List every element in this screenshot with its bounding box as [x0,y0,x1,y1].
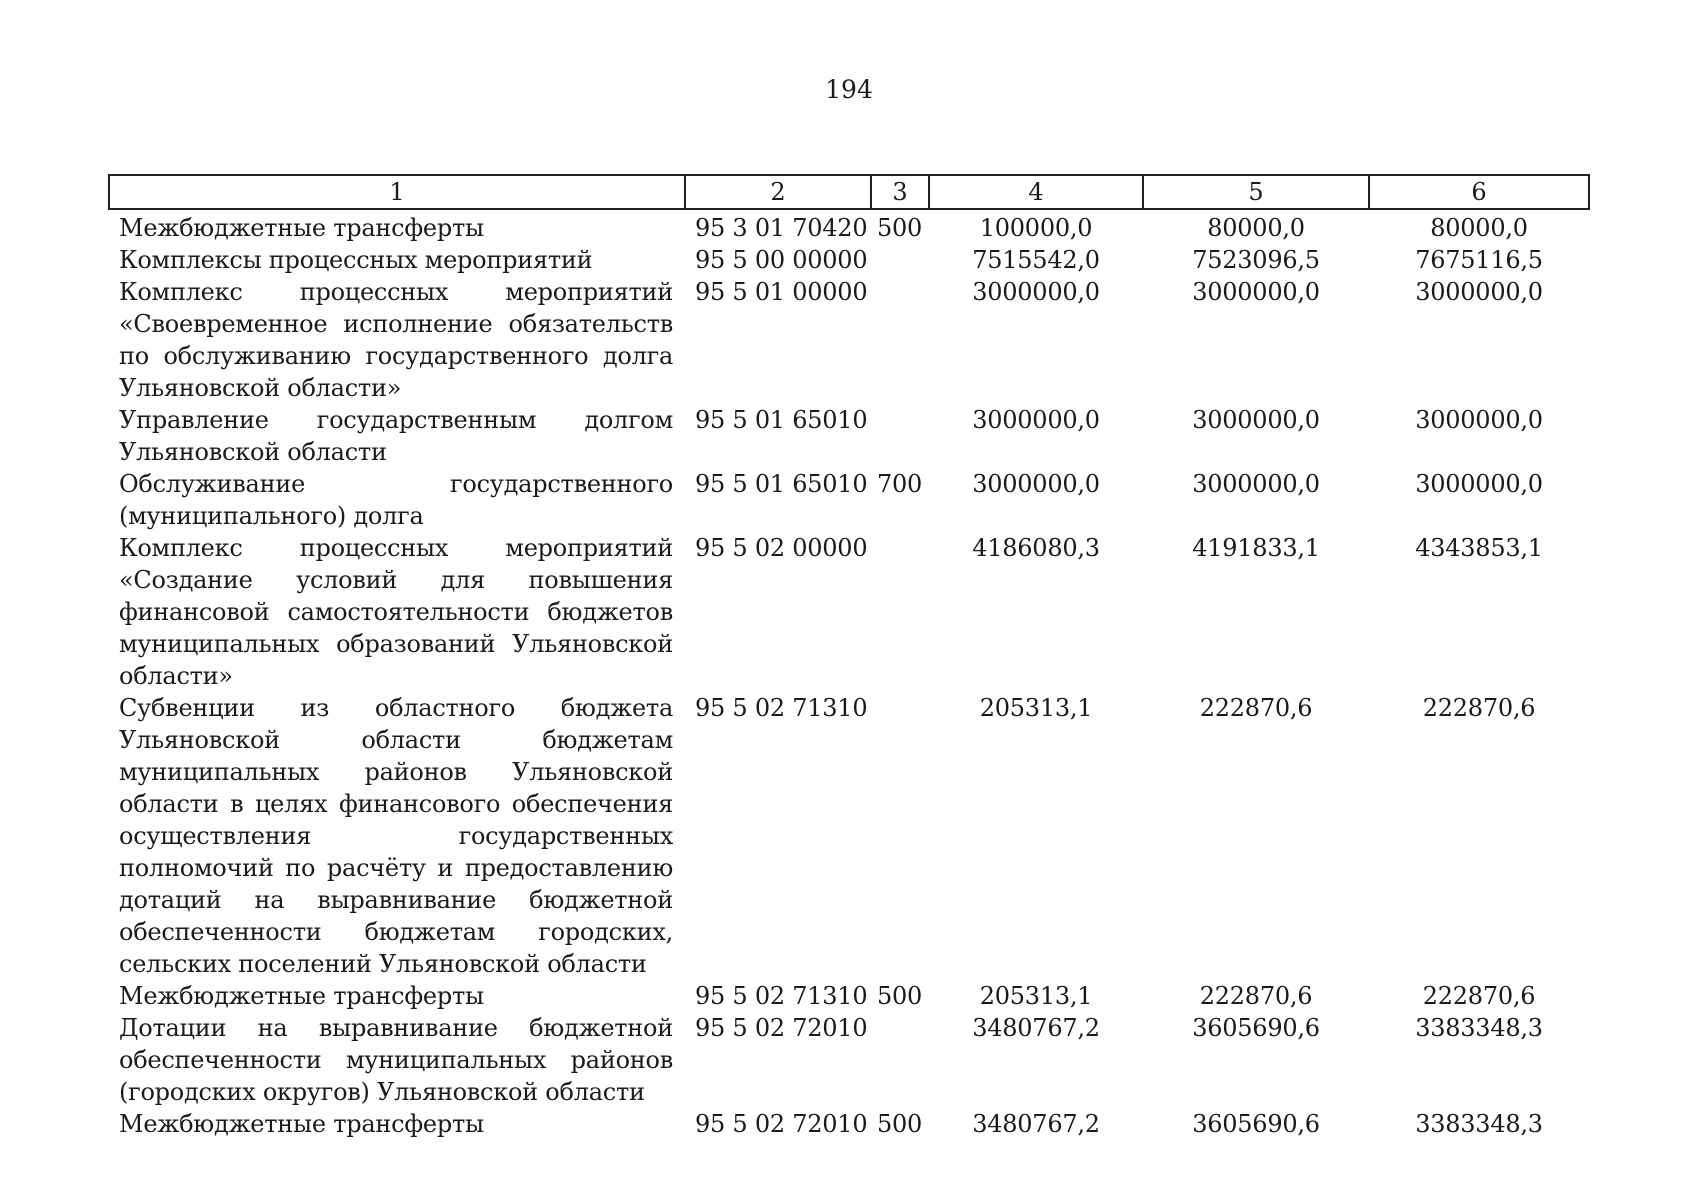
row-value-1: 3000000,0 [972,278,1100,306]
row-expense-type: 500 [877,982,923,1010]
row-code: 95 5 01 65010 [695,406,868,434]
row-value-3: 222870,6 [1422,694,1536,722]
row-value-2: 222870,6 [1199,982,1313,1010]
table-row [109,532,1589,692]
row-value-3: 4343853,1 [1415,534,1543,562]
row-value-1: 3480767,2 [972,1110,1100,1138]
row-value-3: 3383348,3 [1415,1014,1543,1042]
row-value-3: 3000000,0 [1415,278,1543,306]
row-name: Дотации на выравнивание бюджетной обеспеченности муниципальных районов (городских округов) Ульяновской области [119,1014,673,1106]
row-code: 95 3 01 70420 [695,214,868,242]
row-expense-type: 700 [877,470,923,498]
row-value-2: 3000000,0 [1192,470,1320,498]
row-value-3: 7675116,5 [1415,246,1543,274]
table-row [109,1108,1589,1140]
row-name: Субвенции из областного бюджета Ульяновской области бюджетам муниципальных районов Ульяновской области в целях финансового обеспечения осуществления государственных полномочий по расчёту и предоставлению дотаций на выравнивание бюджетной обеспеченности бюджетам городских, сельских поселений Ульяновской области [119,694,673,978]
row-expense-type: 500 [877,214,923,242]
row-name: Комплекс процессных мероприятий «Создание условий для повышения финансовой самостоятельности бюджетов муниципальных образований Ульяновской области» [119,534,673,690]
row-code: 95 5 00 00000 [695,246,868,274]
page-number: 194 [825,75,873,104]
row-value-3: 222870,6 [1422,982,1536,1010]
row-expense-type [871,276,929,404]
row-code: 95 5 01 00000 [695,278,868,306]
row-value-3: 3000000,0 [1415,406,1543,434]
row-code: 95 5 01 65010 [695,470,868,498]
row-expense-type [871,692,929,980]
row-value-2: 4191833,1 [1192,534,1320,562]
row-value-3: 3000000,0 [1415,470,1543,498]
row-name: Межбюджетные трансферты [119,1110,484,1138]
row-name: Комплексы процессных мероприятий [119,246,593,274]
budget-table [108,174,1590,1140]
row-expense-type: 500 [877,1110,923,1138]
row-code: 95 5 02 71310 [695,694,868,722]
table-row [109,404,1589,468]
column-header-2: 2 [685,175,871,209]
table-row [109,209,1589,244]
row-value-2: 80000,0 [1207,214,1305,242]
column-header-5: 5 [1143,175,1369,209]
table-row [109,244,1589,276]
row-value-3: 80000,0 [1430,214,1528,242]
row-expense-type [871,1012,929,1108]
row-name: Межбюджетные трансферты [119,214,484,242]
column-header-1: 1 [109,175,685,209]
row-value-2: 3605690,6 [1192,1014,1320,1042]
row-expense-type [871,532,929,692]
table-row [109,468,1589,532]
row-name: Обслуживание государственного (муниципального) долга [119,470,673,530]
row-value-1: 3000000,0 [972,470,1100,498]
column-header-6: 6 [1369,175,1589,209]
row-value-2: 7523096,5 [1192,246,1320,274]
row-value-1: 205313,1 [979,694,1093,722]
row-code: 95 5 02 00000 [695,534,868,562]
row-expense-type [871,244,929,276]
row-name: Управление государственным долгом Ульяновской области [119,406,673,466]
row-name: Межбюджетные трансферты [119,982,484,1010]
row-expense-type [871,404,929,468]
row-value-2: 3000000,0 [1192,406,1320,434]
table-row [109,276,1589,404]
table-row [109,980,1589,1012]
row-value-1: 3000000,0 [972,406,1100,434]
column-header-3: 3 [871,175,929,209]
table-row [109,1012,1589,1108]
row-value-2: 222870,6 [1199,694,1313,722]
row-value-1: 4186080,3 [972,534,1100,562]
table-body [109,209,1589,1140]
table-row [109,692,1589,980]
table-header-row [109,175,1589,209]
row-code: 95 5 02 71310 [695,982,868,1010]
row-value-2: 3605690,6 [1192,1110,1320,1138]
row-value-1: 100000,0 [979,214,1093,242]
column-header-4: 4 [929,175,1143,209]
row-value-1: 205313,1 [979,982,1093,1010]
row-value-2: 3000000,0 [1192,278,1320,306]
row-value-3: 3383348,3 [1415,1110,1543,1138]
row-code: 95 5 02 72010 [695,1014,868,1042]
row-value-1: 3480767,2 [972,1014,1100,1042]
row-code: 95 5 02 72010 [695,1110,868,1138]
row-value-1: 7515542,0 [972,246,1100,274]
row-name: Комплекс процессных мероприятий «Своевременное исполнение обязательств по обслуживанию государственного долга Ульяновской области» [119,278,673,402]
